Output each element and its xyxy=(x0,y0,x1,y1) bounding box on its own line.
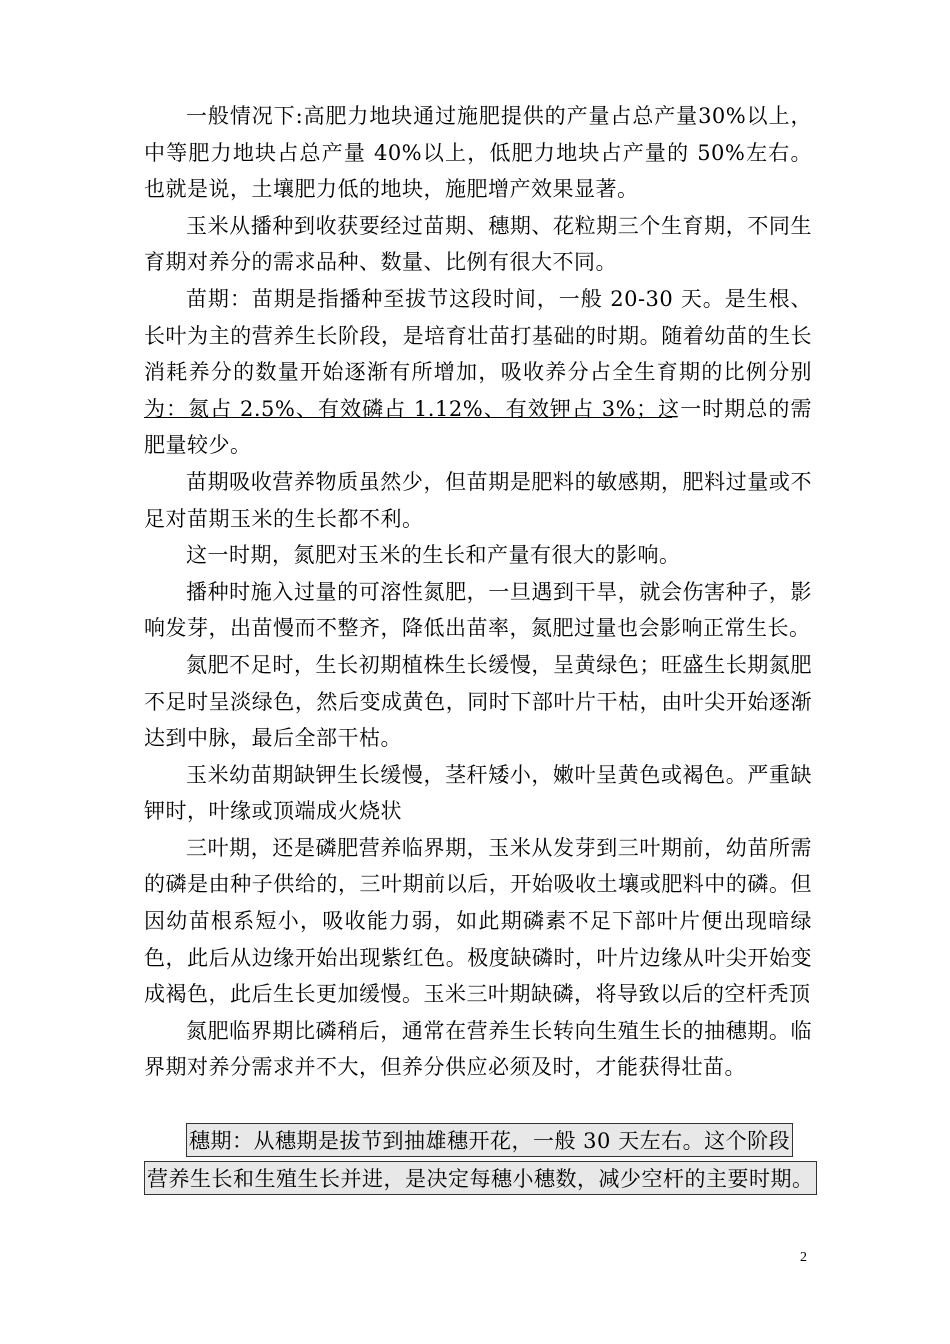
highlighted-paragraph xyxy=(144,1122,814,1198)
highlight-line-1-row xyxy=(144,1122,809,1160)
paragraph-8: 玉米幼苗期缺钾生长缓慢，茎秆矮小，嫩叶呈黄色或褐色。严重缺钾时，叶缘或顶端成火烧状 xyxy=(144,762,812,824)
paragraph-2: 玉米从播种到收获要经过苗期、穗期、花粒期三个生育期，不同生育期对养分的需求品种、数量、比例有很大不同。 xyxy=(144,213,812,275)
underline-mark xyxy=(144,417,672,418)
paragraph-6: 播种时施入过量的可溶性氮肥，一旦遇到干旱，就会伤害种子，影响发芽，出苗慢而不整齐，降低出苗率，氮肥过量也会影响正常生长。 xyxy=(144,579,812,641)
page-number: 2 xyxy=(800,1250,807,1265)
paragraph-4: 苗期吸收营养物质虽然少，但苗期是肥料的敏感期，肥料过量或不足对苗期玉米的生长都不利。 xyxy=(144,469,812,531)
highlight-line-2: 营养生长和生殖生长并进，是决定每穗小穗数，减少空杆的主要时期。 xyxy=(144,1161,817,1195)
paragraph-7: 氮肥不足时，生长初期植株生长缓慢，呈黄绿色；旺盛生长期氮肥不足时呈淡绿色，然后变成黄色，同时下部叶片干枯，由叶尖开始逐渐达到中脉，最后全部干枯。 xyxy=(144,652,812,751)
paragraph-1: 一般情况下:高肥力地块通过施肥提供的产量占总产量30%以上，中等肥力地块占总产量 40%以上，低肥力地块占产量的 50%左右。也就是说，土壤肥力低的地块，施肥增产效果显著。 xyxy=(144,104,812,202)
paragraph-10: 氮肥临界期比磷稍后，通常在营养生长转向生殖生长的抽穗期。临界期对养分需求并不大，但养分供应必须及时，才能获得壮苗。 xyxy=(144,1018,812,1080)
paragraph-5: 这一时期，氮肥对玉米的生长和产量有很大的影响。 xyxy=(186,543,681,568)
document-body xyxy=(144,98,812,1086)
highlight-line-2-row xyxy=(144,1160,814,1198)
paragraph-9: 三叶期，还是磷肥营养临界期，玉米从发芽到三叶期前，幼苗所需的磷是由种子供给的，三叶期前以后，开始吸收土壤或肥料中的磷。但因幼苗根系短小，吸收能力弱，如此期磷素不足下部叶片便出现暗绿色，此后从边缘开始出现紫红色。极度缺磷时，叶片边缘从叶尖开始变成褐色，此后生长更加缓慢。玉米三叶期缺磷，将导致以后的空杆秃顶 xyxy=(144,835,812,1007)
highlight-line-1: 穗期：从穗期是拔节到抽雄穗开花，一般 30 天左右。这个阶段 xyxy=(186,1123,793,1157)
paragraph-3: 苗期：苗期是指播种至拔节这段时间，一般 20-30 天。是生根、长叶为主的营养生长阶段，是培育壮苗打基础的时期。随着幼苗的生长消耗养分的数量开始逐渐有所增加，吸收养分占全生育期的比例分别为：氮占 2.5%、有效磷占 1.12%、有效钾占 3%；这一时期总的需肥量较少。 xyxy=(144,286,812,458)
